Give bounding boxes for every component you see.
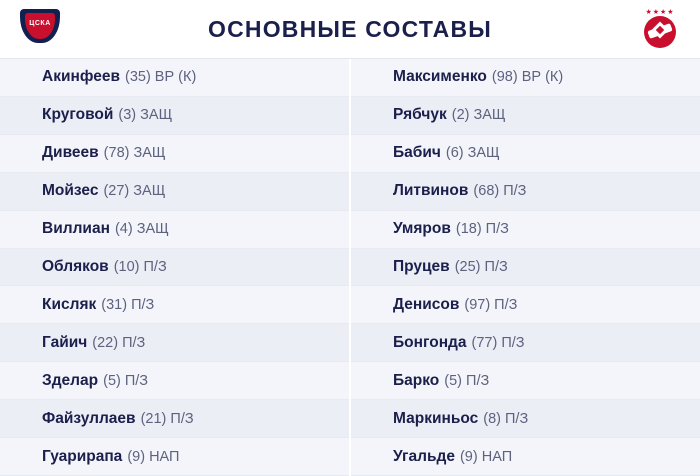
list-item — [0, 286, 349, 324]
list-item — [351, 97, 700, 135]
player-meta: (4) ЗАЩ — [114, 221, 169, 238]
player-meta: (5) П/З — [444, 372, 490, 389]
player-meta: (22) П/З — [92, 334, 146, 351]
list-item — [0, 362, 349, 400]
home-lineup-column — [0, 59, 351, 476]
list-item — [0, 97, 349, 135]
player-name: Литвинов — [393, 182, 469, 200]
player-name: Кисляк — [42, 295, 97, 313]
list-item — [0, 59, 349, 97]
player-name: Круговой — [42, 106, 114, 124]
list-item — [0, 324, 349, 362]
list-item — [351, 135, 700, 173]
player-meta: (6) ЗАЩ — [445, 145, 500, 162]
list-item — [351, 173, 700, 211]
player-meta: (3) ЗАЩ — [118, 107, 173, 124]
player-name: Зделар — [42, 371, 99, 389]
player-name: Барко — [393, 371, 440, 389]
spartak-crest-icon — [638, 9, 682, 51]
player-meta: (25) П/З — [454, 258, 508, 275]
list-item — [351, 211, 700, 249]
player-name: Умяров — [393, 220, 451, 238]
player-name: Акинфеев — [42, 68, 120, 86]
list-item — [351, 286, 700, 324]
list-item — [351, 324, 700, 362]
player-meta: (9) НАП — [459, 448, 513, 465]
player-name: Виллиан — [42, 220, 110, 238]
player-meta: (98) ВР (К) — [491, 69, 564, 86]
player-meta: (18) П/З — [455, 221, 509, 238]
player-meta: (31) П/З — [101, 296, 155, 313]
cska-crest-label: ЦСКА — [29, 20, 51, 27]
list-item — [351, 59, 700, 97]
cska-crest-icon — [18, 9, 62, 51]
player-meta: (35) ВР (К) — [124, 69, 197, 86]
player-name: Бонгонда — [393, 333, 467, 351]
player-meta: (21) П/З — [140, 410, 194, 427]
player-name: Обляков — [42, 257, 109, 275]
player-meta: (5) П/З — [103, 372, 149, 389]
list-item — [351, 249, 700, 287]
player-name: Маркиньос — [393, 409, 479, 427]
player-name: Рябчук — [393, 106, 447, 124]
player-name: Гайич — [42, 333, 88, 351]
player-name: Угальде — [393, 447, 455, 465]
player-meta: (78) ЗАЩ — [103, 145, 166, 162]
list-item — [0, 249, 349, 287]
player-meta: (2) ЗАЩ — [451, 107, 506, 124]
player-name: Денисов — [393, 295, 460, 313]
list-item — [0, 173, 349, 211]
player-name: Мойзес — [42, 182, 99, 200]
list-item — [0, 400, 349, 438]
spartak-crest-stars: ★★★★ — [645, 9, 675, 16]
player-name: Пруцев — [393, 257, 450, 275]
list-item — [0, 135, 349, 173]
player-meta: (68) П/З — [473, 183, 527, 200]
list-item — [0, 438, 349, 476]
player-meta: (8) П/З — [483, 410, 529, 427]
header — [0, 0, 700, 58]
player-name: Гуарирапа — [42, 447, 123, 465]
player-name: Бабич — [393, 144, 441, 162]
player-name: Дивеев — [42, 144, 99, 162]
player-name: Максименко — [393, 68, 487, 86]
away-lineup-column — [351, 59, 700, 476]
list-item — [351, 438, 700, 476]
player-meta: (9) НАП — [127, 448, 180, 465]
player-meta: (77) П/З — [471, 334, 525, 351]
page-title: ОСНОВНЫЕ СОСТАВЫ — [208, 15, 492, 42]
player-meta: (97) П/З — [464, 296, 518, 313]
lineups-columns — [0, 58, 700, 476]
player-name: Файзуллаев — [42, 409, 136, 427]
list-item — [351, 362, 700, 400]
list-item — [0, 211, 349, 249]
player-meta: (10) П/З — [113, 258, 167, 275]
list-item — [351, 400, 700, 438]
player-meta: (27) ЗАЩ — [103, 183, 166, 200]
